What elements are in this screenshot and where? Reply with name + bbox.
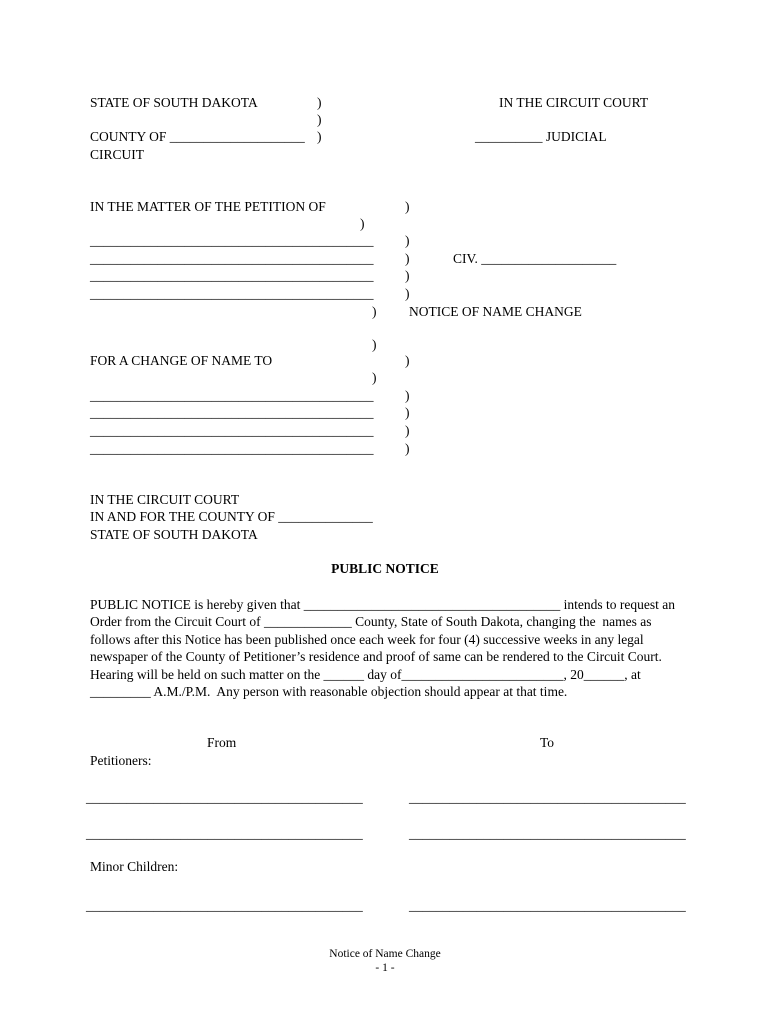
petitioners-label: Petitioners: [90,753,152,768]
petition-paren: ) [405,388,410,403]
petition-paren: ) [372,337,377,352]
petition-paren: ) [405,353,410,368]
notice-title: NOTICE OF NAME CHANGE [409,304,582,319]
petition-paren: ) [405,441,410,456]
caption-court: IN THE CIRCUIT COURT [499,95,649,110]
petition-paren: ) [405,199,410,214]
petition-paren: ) [405,233,410,248]
new-name-line: __________________________________________ [90,405,374,420]
matter-heading: IN THE MATTER OF THE PETITION OF [90,199,326,214]
footer-document-title: Notice of Name Change [329,948,441,960]
caption-county: COUNTY OF ____________________ [90,129,305,144]
petitioner-name-line: __________________________________________ [90,286,374,301]
civ-number-label: CIV. ____________________ [453,251,617,266]
petitioner-from-blank: _________________________________________ [86,790,363,805]
caption-circuit: CIRCUIT [90,147,144,162]
petitioner-to-blank: _________________________________________ [409,790,686,805]
minor-child-from-blank: _________________________________________ [86,898,363,913]
petitioner-to-blank: _________________________________________ [409,826,686,841]
caption-paren-3: ) [317,129,322,144]
petitioner-name-line: __________________________________________ [90,268,374,283]
petitioner-from-blank: _________________________________________ [86,826,363,841]
caption-judicial: __________ JUDICIAL [475,129,607,144]
petition-paren: ) [372,304,377,319]
from-column-header: From [207,735,237,750]
new-name-line: __________________________________________ [90,423,374,438]
minor-children-label: Minor Children: [90,859,179,874]
petitioner-name-line: __________________________________________ [90,233,374,248]
court-block-line-3: STATE OF SOUTH DAKOTA [90,527,258,542]
caption-state: STATE OF SOUTH DAKOTA [90,95,258,110]
public-notice-body: PUBLIC NOTICE is hereby given that ______________________________________ intends to request an Order from the Circuit Court of _____________ County, State of South Dakota, changing the names as follows after this Notice has been published once each week for four (4) successive weeks in any legal newspaper of the County of Petitioner’s residence and proof of same can be rendered to the Circuit Court. Hearing will be held on such matter on the ______ day of________________________, 20______, at _________ A.M./P.M. Any person with reasonable objection should appear at that time. [90,597,679,700]
caption-paren-1: ) [317,95,322,110]
court-block-line-1: IN THE CIRCUIT COURT [90,492,240,507]
court-block-line-2: IN AND FOR THE COUNTY OF ______________ [90,509,373,524]
petition-paren: ) [405,286,410,301]
to-column-header: To [540,735,555,750]
public-notice-title: PUBLIC NOTICE [331,561,439,576]
petition-paren: ) [405,423,410,438]
new-name-line: __________________________________________ [90,388,374,403]
change-heading: FOR A CHANGE OF NAME TO [90,353,273,368]
footer-page-number: - 1 - [375,962,395,974]
new-name-line: __________________________________________ [90,441,374,456]
petition-paren: ) [405,251,410,266]
caption-paren-2: ) [317,112,322,127]
petition-paren: ) [405,268,410,283]
petition-paren: ) [372,370,377,385]
petition-paren: ) [405,405,410,420]
petitioner-name-line: __________________________________________ [90,251,374,266]
minor-child-to-blank: _________________________________________ [409,898,686,913]
petition-paren: ) [360,216,365,231]
